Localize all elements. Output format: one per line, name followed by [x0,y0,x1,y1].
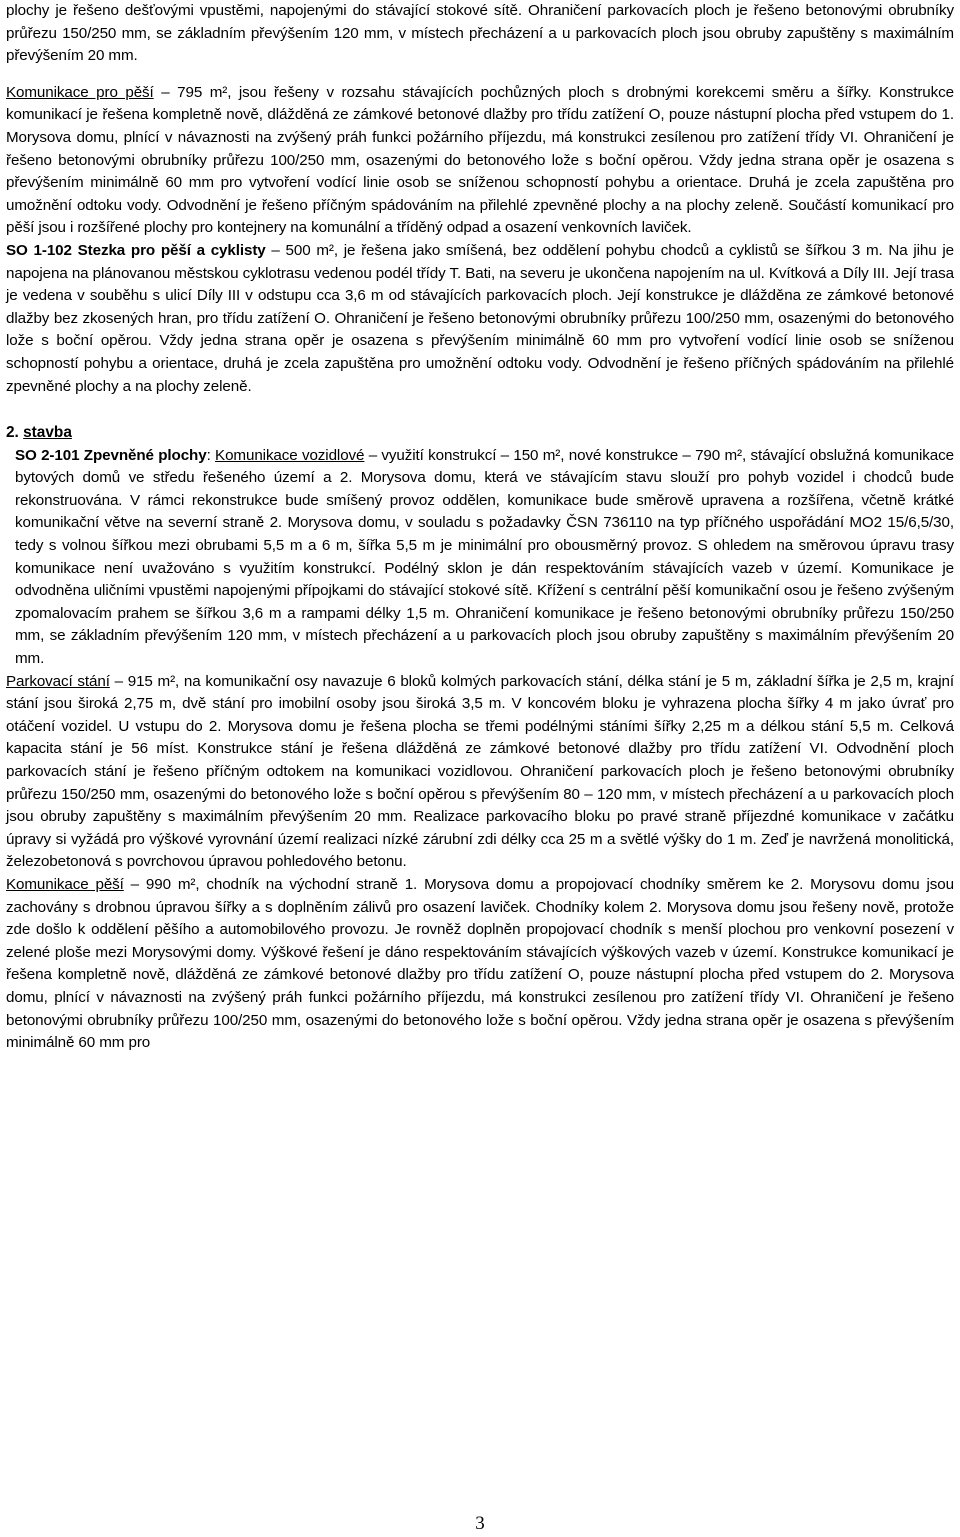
so-1-102-label: SO 1-102 Stezka pro pěší a cyklisty [6,241,266,259]
footpaths-text: – 990 m², chodník na východní straně 1. Morysova domu a propojovací chodníky směrem ke 2. Morysovu domu jsou zachovány s drobnou úpravou šířky a s doplněním zálivů pro osazení laviček. Chodníky kolem 2. Morysova domu jsou řešeny nově, protože zde došlo k oddělení pěšího a automobilového provozu. Je rovněž doplněn propojovací chodník s menší plochou pro venkovní posezení v zelené ploše mezi Morysovými domy. Výškové řešení je dáno respektováním stávajících výškových vazeb v území. Konstrukce komunikací je řešena kompletně nově, dlážděná ze zámkové betonové dlažby pro třídu zatížení O, pouze nástupní plocha před vstupem do 2. Morysova domu, plnící v návaznosti na zvýšený práh funkci požárního příjezdu, má konstrukci zesílenou pro zatížení třídy VI. Ohraničení je řešeno betonovými obrubníky průřezu 100/250 mm, osazenými do betonového lože s boční opěrou. Vždy jedna strana opěr je osazena s převýšením minimálně 60 mm pro [6,875,954,1052]
so-2-101-label: SO 2-101 Zpevněné plochy [15,446,207,464]
pedestrian-paths-paragraph [6,82,954,240]
section-2-heading [6,422,954,445]
pedestrian-paths-text: – 795 m², jsou řešeny v rozsahu stávajících pochůzných ploch s drobnými korekcemi směru a šířky. Konstrukce komunikací je řešena kompletně nově, dlážděná ze zámkové betonové dlažby pro třídu zatížení O, pouze nástupní plocha před vstupem do 1. Morysova domu, plnící v návaznosti na zvýšený práh funkci požárního příjezdu, má konstrukci zesílenou pro zatížení třídy VI. Ohraničení je řešeno betonovými obrubníky průřezu 100/250 mm, osazenými do betonového lože s boční opěrou. Vždy jedna strana opěr je osazena s převýšením minimálně 60 mm pro vytvoření vodící linie osob se sníženou schopností pohybu a orientace. Druhá je zcela zapuštěna pro umožnění odtoku vody. Odvodnění je řešeno příčným spádováním na přilehlé zpevněné plochy a na plochy zeleně. Součástí komunikací pro pěší jsou i rozšířené plochy pro kontejnery na komunální a tříděný odpad a osazení venkovních laviček. [6,83,954,237]
so-1-102-paragraph [6,240,954,398]
parking-label: Parkovací stání [6,672,110,690]
so-2-101-colon: : [206,446,216,464]
so-2-101-text: – využití konstrukcí – 150 m², nové konstrukce – 790 m², stávající obslužná komunikace bytových domů ve středu řešeného území a 2. Morysova domu, která ve stávajícím stavu slouží pro pohyb vozidel i chodců bude rekonstruována. V rámci rekonstrukce bude smíšený provoz oddělen, komunikace bude směrově upravena a rozšířena, včetně krátké komunikační větve na severní straně 2. Morysova domu, v souladu s požadavky ČSN 736110 na typ příčného uspořádání MO2 15/6,5/30, tedy s volnou šířkou mezi obrubami 5,5 m a 6 m, šířka 5,5 m je minimální pro obousměrný provoz. S ohledem na směrovou úpravu trasy komunikace není uvažováno s využitím konstrukcí. Podélný sklon je dán respektováním stávajících vazeb v území. Komunikace je odvodněna uličními vpustěmi napojenými přípojkami do stávající stokové sítě. Křížení s centrální pěší komunikační osou je řešeno zvýšeným zpomalovacím prahem se šířkou 3,6 m a rampami délky 1,5 m. Ohraničení komunikace je řešeno betonovými obrubníky průřezu 150/250 mm, se základním převýšením 120 mm, v místech přecházení a u parkovacích ploch jsou obruby zapuštěny s maximálním převýšením 20 mm. [15,446,954,668]
so-2-101-paragraph [6,445,954,671]
parking-paragraph [6,671,954,874]
footpaths-paragraph [6,874,954,1055]
vehicle-roads-label: Komunikace vozidlové [215,446,365,464]
so-1-102-text: – 500 m², je řešena jako smíšená, bez oddělení pohybu chodců a cyklistů se šířkou 3 m. Na jihu je napojena na plánovanou městskou cyklotrasu vedenou podél třídy T. Bati, na severu je ukončena napojením na ul. Kvítková a Díly III. Její trasa je vedena v souběhu s ulicí Díly III v odstupu cca 3,6 m od stávajících parkovacích ploch. Její konstrukce je dlážděna ze zámkové betonové dlažby bez zkosených hran, pro třídu zatížení O. Ohraničení je řešeno betonovými obrubníky průřezu 100/250 mm, osazenými do betonového lože s boční opěrou. Vždy jedna strana opěr je osazena s převýšením minimálně 60 mm pro vytvoření vodící linie osob se sníženou schopností pohybu a orientace, druhá je zcela zapuštěna pro umožnění odtoku vody. Odvodnění je řešeno příčných spádováním na přilehlé zpevněné plochy a na plochy zeleně. [6,241,954,395]
intro-paragraph: plochy je řešeno dešťovými vpustěmi, napojenými do stávající stokové sítě. Ohraničení parkovacích ploch je řešeno betonovými obrubníky průřezu 150/250 mm, se základním převýšením 120 mm, v místech přecházení a u parkovacích ploch jsou obruby zapuštěny s maximálním převýšením 20 mm. [6,2,954,65]
footpaths-label: Komunikace pěší [6,875,124,893]
page-number: 3 [475,1513,485,1534]
pedestrian-paths-label: Komunikace pro pěší [6,83,154,101]
section-2-number: 2. [6,424,19,442]
document-page [6,0,954,1055]
section-2-title: stavba [23,424,72,442]
parking-text: – 915 m², na komunikační osy navazuje 6 bloků kolmých parkovacích stání, délka stání je 5 m, základní šířka je 2,5 m, krajní stání jsou široká 2,75 m, dvě stání pro imobilní osoby jsou široká 3,5 m. V koncovém bloku je vyhrazena plocha šířky 4 m jako úvrať pro otáčení vozidel. U vstupu do 2. Morysova domu je řešena plocha se třemi podélnými stáními šířky 2,25 m a délkou stání 5,5 m. Celková kapacita stání je 56 míst. Konstrukce stání je řešena dlážděná ze zámkové betonové dlažby pro třídu zatížení VI. Odvodnění ploch parkovacích stání je řešeno příčným odtokem na komunikaci vozidlovou. Ohraničení parkovacích ploch je řešeno betonovými obrubníky průřezu 150/250 mm, osazenými do betonového lože s boční opěrou s převýšením 80 – 120 mm, v místech přecházení a u parkovacích ploch jsou obruby zapuštěny s maximálním převýšením 20 mm. Realizace parkovacího bloku po pravé straně příjezdné komunikace v začátku úpravy si vyžádá pro výškové vyrovnání území realizaci nízké zárubní zdi délky cca 25 m a světlé výšky do 1 m. Zeď je navržená monolitická, železobetonová s povrchovou úpravou pohledového betonu. [6,672,954,871]
